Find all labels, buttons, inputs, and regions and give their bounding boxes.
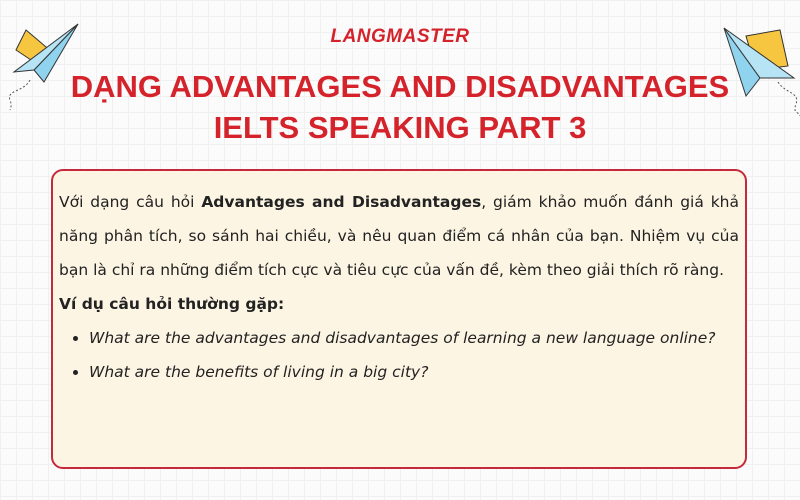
intro-paragraph	[59, 185, 739, 287]
content-box	[51, 169, 747, 469]
intro-bold-term: Advantages and Disadvantages	[201, 193, 482, 211]
examples-list	[59, 321, 739, 389]
intro-text: Với dạng câu hỏi	[59, 193, 202, 211]
intro-text-rest: , giám khảo muốn đánh giá khả năng phân tích, so sánh hai chiều, và nêu quan điểm cá nhân của bạn. Nhiệm vụ của bạn là chỉ ra những điểm tích cực và tiêu cực của vấn đề, kèm theo giải thích rõ ràng.	[59, 193, 739, 279]
example-question: • What are the benefits of living in a big city?	[89, 355, 739, 389]
page-title	[0, 66, 800, 148]
title-line-2: IELTS SPEAKING PART 3	[213, 110, 587, 145]
examples-heading: Ví dụ câu hỏi thường gặp:	[59, 295, 285, 313]
example-question: • What are the advantages and disadvantages of learning a new language online?	[89, 321, 739, 355]
title-line-1: DẠNG ADVANTAGES AND DISADVANTAGES	[70, 69, 730, 104]
langmaster-logo: LANGMASTER	[330, 26, 470, 47]
